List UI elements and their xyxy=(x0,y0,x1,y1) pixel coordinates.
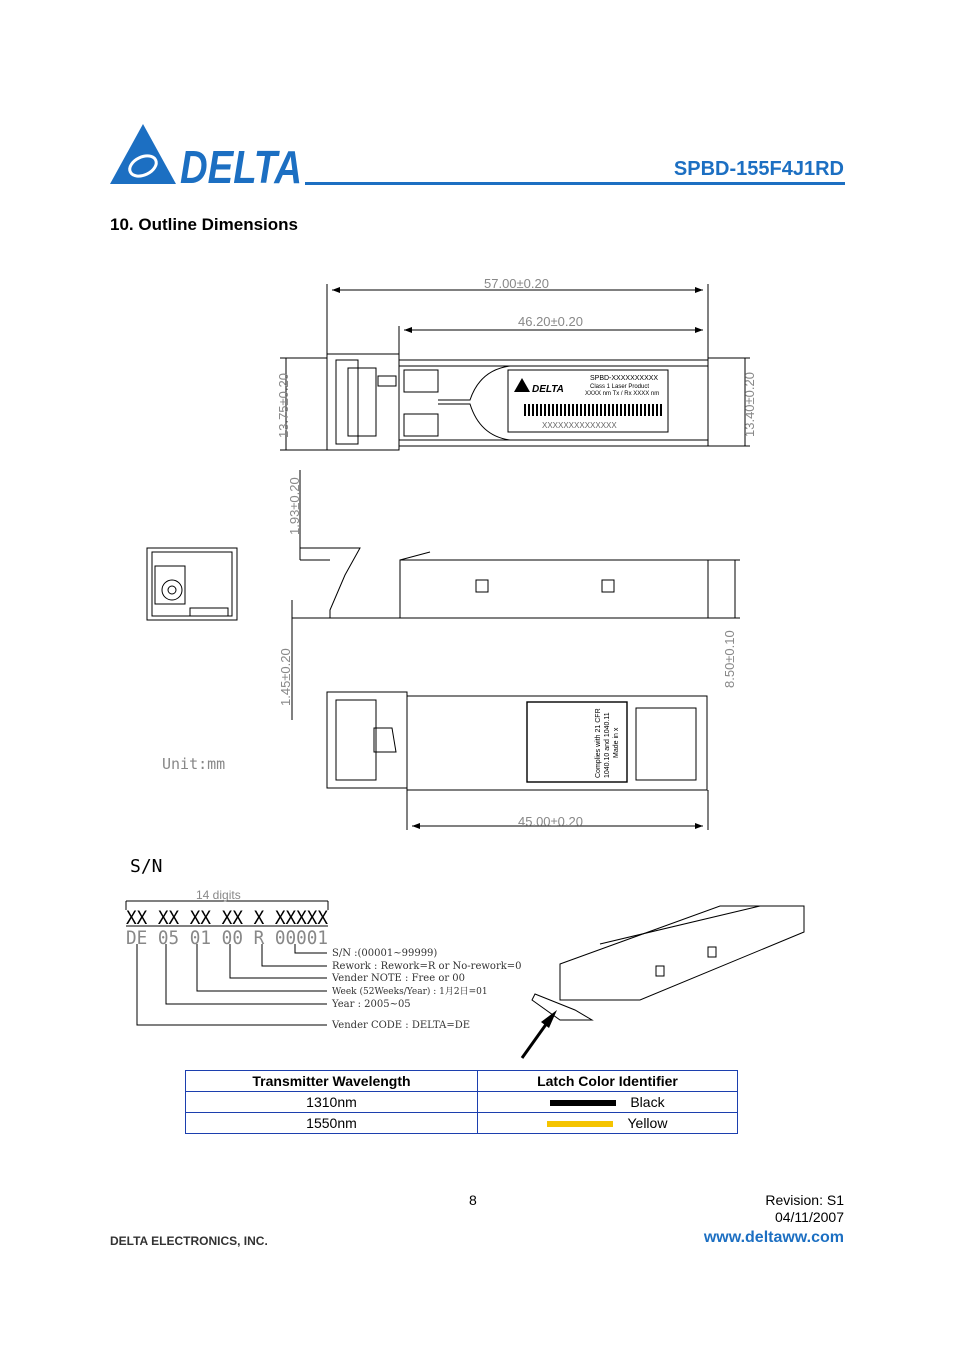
compliance-line-1: Complies with 21 CFR xyxy=(595,708,602,778)
color-swatch-black xyxy=(550,1100,616,1106)
dim-latch: 1.93±0.20 xyxy=(287,477,302,535)
sn-legend-item: S/N :(00001~99999) xyxy=(332,948,438,959)
sn-legend-item: Vender CODE : DELTA=DE xyxy=(332,1020,471,1031)
revision-date: 04/11/2007 xyxy=(774,1209,844,1225)
sn-legend-item: Rework : Rework=R or No-rework=0 xyxy=(332,961,522,972)
website-link[interactable]: www.deltaww.com xyxy=(703,1229,844,1246)
wavelength-cell: 1310nm xyxy=(186,1092,478,1113)
sn-pattern: XX XX XX XX X XXXXX xyxy=(126,907,329,929)
dim-left-height: 13.75±0.20 xyxy=(276,373,291,438)
label-class: Class 1 Laser Product xyxy=(590,384,650,390)
label-wavelengths: XXXX nm Tx / Rx XXXX nm xyxy=(585,391,660,397)
revision-block xyxy=(765,1192,844,1226)
model-number: SPBD-155F4J1RD xyxy=(673,158,844,180)
dim-bottom-length: 45.00±0.20 xyxy=(518,814,583,829)
section-title: 10. Outline Dimensions xyxy=(110,215,298,234)
dim-right-height: 13.40±0.20 xyxy=(742,372,757,437)
latch-color-table xyxy=(185,1070,738,1134)
dim-side-height: 8.50±0.10 xyxy=(722,630,737,688)
latch-color-cell xyxy=(477,1113,737,1134)
color-swatch-yellow xyxy=(547,1121,613,1127)
table-row xyxy=(186,1092,738,1113)
unit-label: Unit:mm xyxy=(162,755,226,773)
sn-example: DE 05 01 00 R 00001 xyxy=(126,927,328,949)
label-part: SPBD-XXXXXXXXXX xyxy=(590,375,659,382)
logo-wordmark: DELTA xyxy=(180,141,302,193)
sn-legend-item: Year : 2005~05 xyxy=(332,999,411,1010)
header-latch-color: Latch Color Identifier xyxy=(477,1071,737,1092)
dim-overall-length: 57.00±0.20 xyxy=(484,276,549,291)
sn-legend-item: Vender NOTE : Free or 00 xyxy=(332,973,466,984)
wavelength-cell: 1550nm xyxy=(186,1113,478,1134)
dim-bottom-offset: 1.45±0.20 xyxy=(278,648,293,706)
latch-color-name: Black xyxy=(630,1094,665,1110)
sn-title: S/N xyxy=(130,856,163,877)
compliance-line-3: Made in x xyxy=(613,727,620,758)
label-serial: XXXXXXXXXXXXXX xyxy=(542,421,617,430)
latch-color-cell xyxy=(477,1092,737,1113)
compliance-line-2: 1040.10 and 1040.11 xyxy=(604,712,611,778)
latch-color-name: Yellow xyxy=(627,1115,668,1131)
header-wavelength: Transmitter Wavelength xyxy=(186,1071,478,1092)
label-brand: DELTA xyxy=(532,384,564,395)
company-name: DELTA ELECTRONICS, INC. xyxy=(110,1234,268,1248)
dim-body-length: 46.20±0.20 xyxy=(518,314,583,329)
sn-digits-note: 14 digits xyxy=(196,888,241,902)
table-row xyxy=(186,1113,738,1134)
page-number: 8 xyxy=(469,1192,477,1208)
sn-legend-item: Week (52Weeks/Year) : 1月2日=01 xyxy=(332,987,488,997)
revision-text: Revision: S1 xyxy=(765,1192,844,1208)
